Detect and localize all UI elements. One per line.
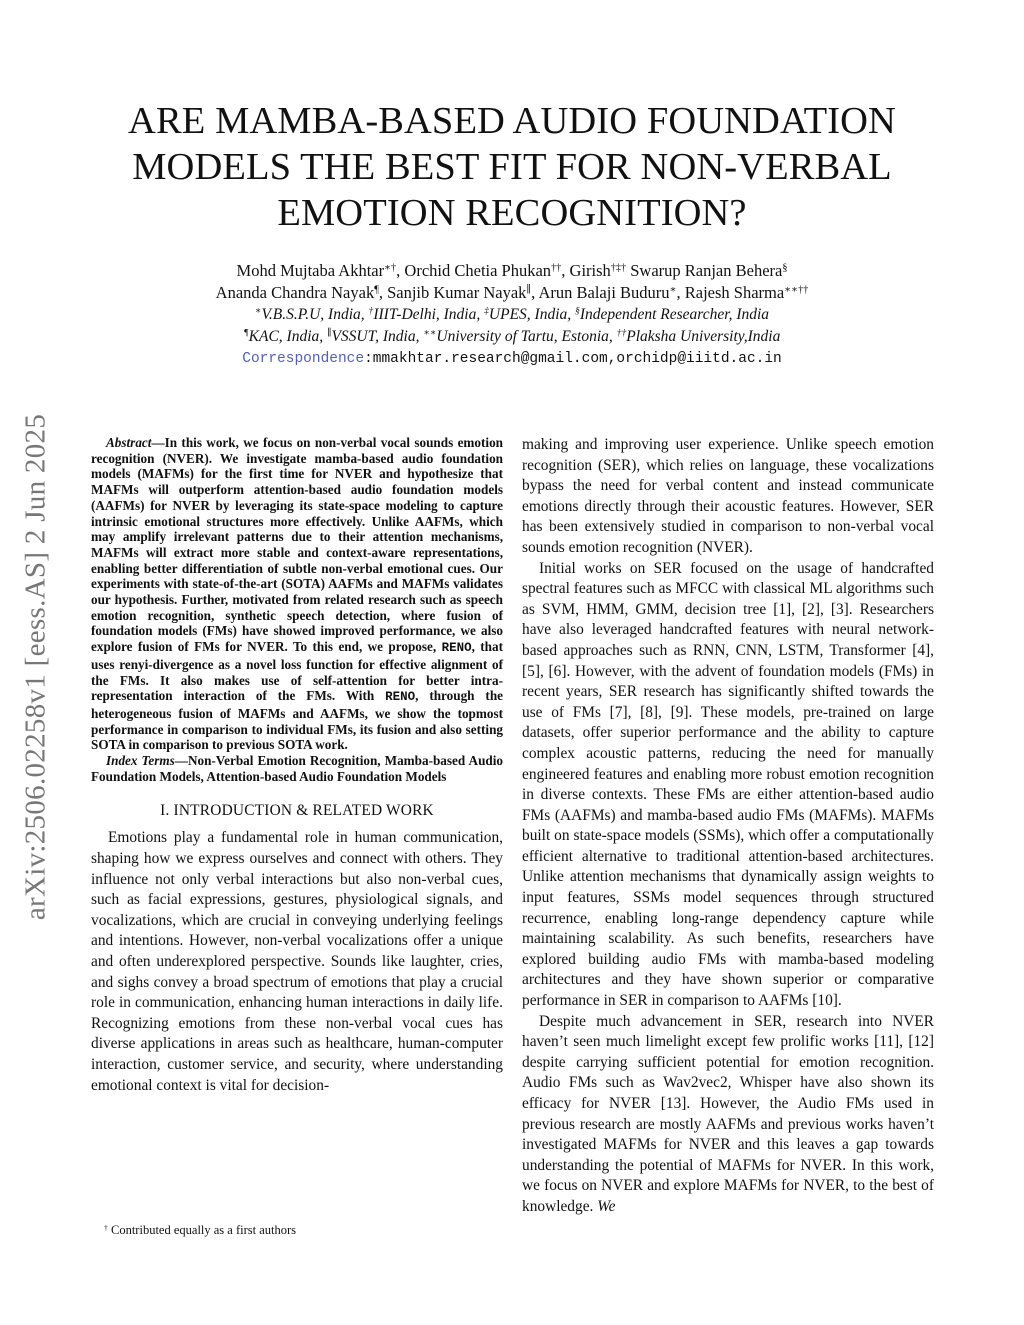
correspondence-emails: :mmakhtar.research@gmail.com,orchidp@iiitd.ac.in — [364, 351, 782, 367]
right-column — [522, 435, 934, 1218]
section-heading: I. INTRODUCTION & RELATED WORK — [160, 802, 434, 820]
reno-name: RENO — [385, 690, 416, 705]
title-line: ARE MAMBA-BASED AUDIO FOUNDATION — [128, 100, 896, 142]
footnote — [104, 1222, 504, 1238]
index-terms: Index Terms—Non-Verbal Emotion Recognition, Mamba-based Audio Foundation Models, Attention-based Audio Foundation Models — [91, 753, 503, 784]
arxiv-sidebar-stamp — [10, 372, 62, 962]
paragraph: Emotions play a fundamental role in human communication, shaping how we express ourselves and connect with others. They influence not only verbal interactions but also non-verbal cues, such as facial expressions, gestures, physiological signals, and vocalizations, which are crucial in conveying underlying feelings and intentions. However, non-verbal vocalizations offer a unique and often underexplored perspective. Sounds like laughter, cries, and sighs convey a broad spectrum of emotions that play a crucial role in communication, enhancing human interactions in daily life. Recognizing emotions from these non-verbal vocal cues has diverse applications in areas such as healthcare, human-computer interaction, customer service, and security, where understanding emotional context is vital for decision- — [91, 829, 503, 1094]
affiliation-line: ¶KAC, India, ∥VSSUT, India, ∗∗University of Tartu, Estonia, ††Plaksha University,India — [243, 327, 781, 345]
footnote-text: Contributed equally as a first authors — [107, 1223, 297, 1237]
footnote-mark: † — [104, 1222, 108, 1232]
arxiv-id: arXiv:2506.02258v1 [eess.AS] 2 Jun 2025 — [19, 413, 52, 921]
reno-name: RENO — [441, 641, 472, 656]
paragraph: Initial works on SER focused on the usage of handcrafted spectral features such as MFCC with classical ML algorithms such as SVM, HMM, GMM, decision tree [1], [2], [3]. Researchers have also leveraged handcrafted features with neural network-based approaches such as RNN, CNN, LSTM, Transformer [4], [5], [6]. However, with the advent of foundation models (FMs) in recent years, SER research has significantly shifted towards the use of FMs [7], [8], [9]. These models, pre-trained on large datasets, offer superior performance and the ability to capture complex acoustic patterns, reducing the need for manually engineered features and enabling more robust emotion recognition in diverse contexts. These FMs are either attention-based audio FMs (AAFMs) and mamba-based audio FMs (MAFMs). MAFMs built on state-space models (SSMs), which offer a computationally efficient alternative to traditional attention-based architectures. Unlike attention mechanisms that dynamically assign weights to input features, SSMs model sequences through structured recurrence, enabling long-range dependency capture while maintaining scalability. As such benefits, researchers have explored building audio FMs with mamba-based modeling architectures and they have shown superior or comparative performance in SER in comparison to AAFMs [10]. — [522, 559, 934, 1010]
author-line: Mohd Mujtaba Akhtar∗†, Orchid Chetia Phukan††, Girish†‡† Swarup Ranjan Behera§ — [236, 261, 788, 280]
left-column — [91, 435, 503, 1096]
paragraph: Despite much advancement in SER, research into NVER haven’t seen much limelight except few prolific works [11], [12] despite carrying sufficient potential for emotion recognition. Audio FMs such as Wav2vec2, Whisper have also shown its efficacy for NVER [13]. However, the Audio FMs used in previous research are mostly AAFMs and previous works haven’t investigated MAFMs for NVER and this leaves a gap towards understanding the potential of MAFMs for NVER. In this work, we focus on NVER and explore MAFMs for NVER, to the best of knowledge. We — [522, 1012, 934, 1215]
correspondence-line — [90, 348, 934, 370]
author-line: Ananda Chandra Nayak¶, Sanjib Kumar Nayak∥, Arun Balaji Buduru∗, Rajesh Sharma∗∗†† — [215, 283, 809, 302]
abstract-label: Abstract — [106, 435, 152, 450]
paragraph: making and improving user experience. Unlike speech emotion recognition (SER), which relies on language, these vocalizations bypass the need for verbal content and instead communicate emotions directly through their acoustic features. However, SER has been extensively studied in comparison to non-verbal vocal sounds emotion recognition (NVER). — [522, 436, 934, 556]
abstract: Abstract—In this work, we focus on non-verbal vocal sounds emotion recognition (NVER). We investigate mamba-based audio foundation models (MAFMs) for the first time for NVER and hypothesize that MAFMs will outperform attention-based audio foundation models (AAFMs) for NVER by leveraging its state-space modeling to capture intrinsic emotional structures more effectively. Unlike AAFMs, which may amplify irrelevant patterns due to their attention mechanisms, MAFMs will extract more stable and context-aware representations, enabling better differentiation of subtle non-verbal emotional cues. Our experiments with state-of-the-art (SOTA) AAFMs and MAFMs validates our hypothesis. Further, motivated from related research such as speech emotion recognition, synthetic speech detection, where fusion of foundation models (FMs) have showed improved performance, we also explore fusion of FMs for NVER. To this end, we propose, RENO, that uses renyi-divergence as a novel loss function for effective alignment of the FMs. It also makes use of self-attention for better intra-representation interaction of the FMs. With RENO, through the heterogeneous fusion of MAFMs and AAFMs, we show the topmost performance in comparison to individual FMs, its fusion and also setting SOTA in comparison to previous SOTA work. Index Terms—Non-Verbal Emotion Recognition, Mamba-based Audio Foundation Models, Attention-based Audio Foundation Models — [91, 435, 504, 784]
author-block — [90, 260, 934, 370]
title-line: EMOTION RECOGNITION? — [277, 192, 747, 234]
title-line: MODELS THE BEST FIT FOR NON-VERBAL — [132, 146, 892, 188]
affiliation-line: ∗V.B.S.P.U, India, †IIIT-Delhi, India, ‡UPES, India, §Independent Researcher, India — [254, 305, 770, 323]
correspondence-link[interactable]: Correspondence — [242, 351, 365, 367]
intro-text — [91, 828, 503, 1096]
paper-title — [90, 98, 934, 236]
